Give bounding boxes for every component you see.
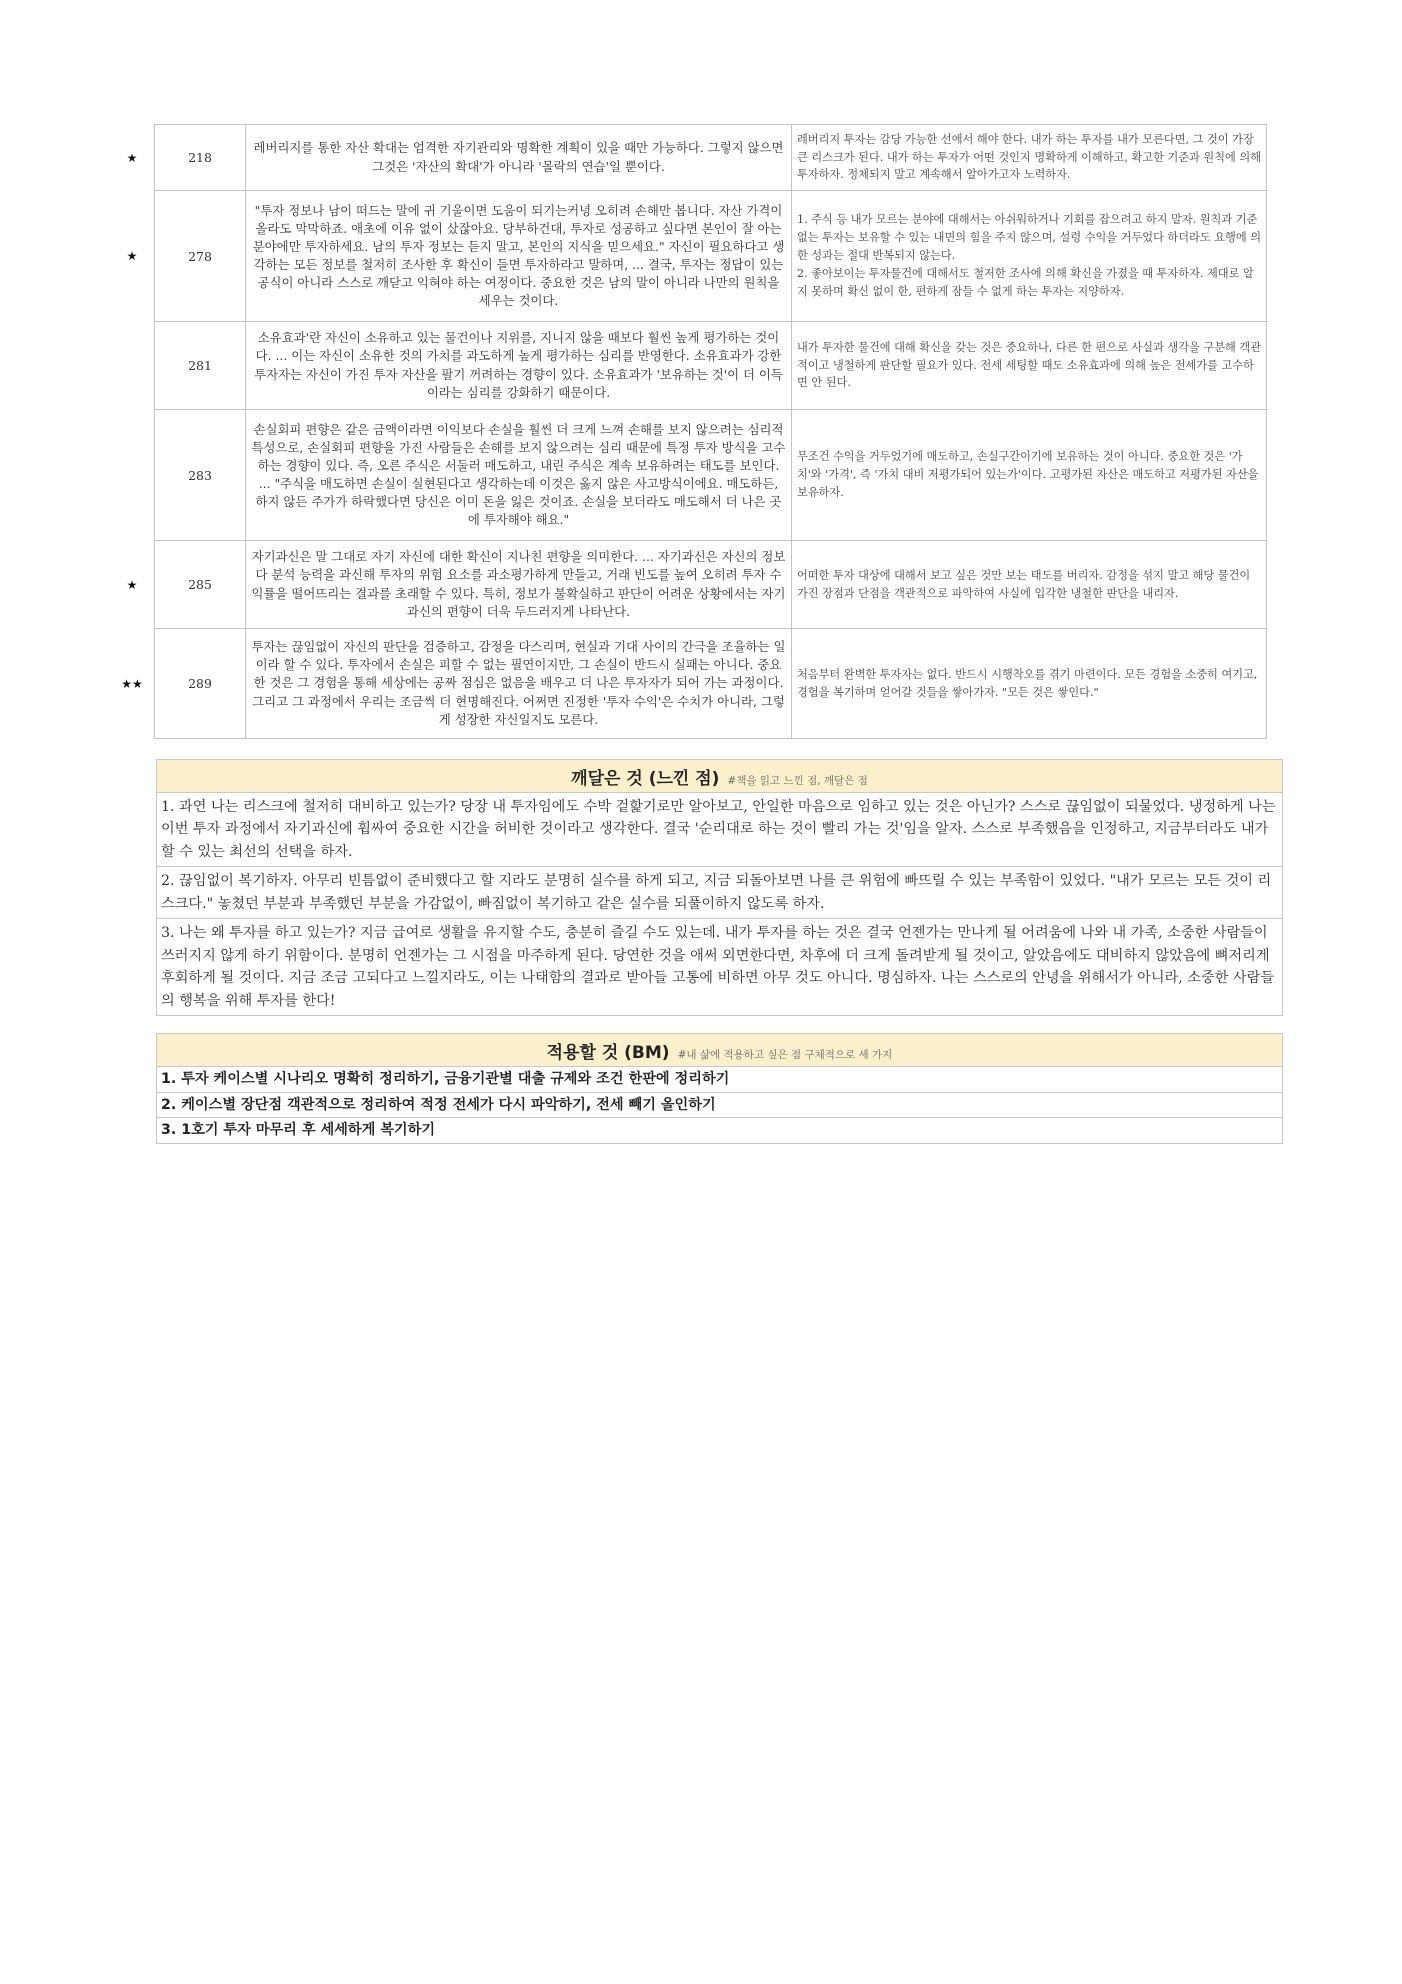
note-text: 내가 투자한 물건에 대해 확신을 갖는 것은 중요하나, 다른 한 편으로 사실과 생각을 구분해 객관적이고 냉철하게 판단할 필요가 있다. 전세 세팅할 때도 소유효과에 의해 높은 전세가를 고수하면 안 된다. — [792, 322, 1267, 410]
list-item: 2. 케이스별 장단점 객관적으로 정리하여 적정 전세가 다시 파악하기, 전세 빼기 올인하기 — [157, 1092, 1283, 1118]
note-text: 1. 주식 등 내가 모르는 분야에 대해서는 아쉬워하거나 기회를 잡으려고 하지 말자. 원칙과 기준 없는 투자는 보유할 수 있는 내면의 힘을 주지 않으며, 설령 수익을 거두었다 하더라도 요행에 의한 성과는 절대 반복되지 않는다. 2. 좋아보이는 투자물건에 대해서도 철저한 조사에 의해 확신을 가졌을 때 투자하자. 제대로 알지 못하며 확신 없이 한, 편하게 잠들 수 없게 하는 투자는 지양하자. — [792, 191, 1267, 322]
section-subtitle: #책을 읽고 느낀 점, 깨달은 점 — [727, 774, 868, 787]
list-item: 3. 나는 왜 투자를 하고 있는가? 지금 급여로 생활을 유지할 수도, 충분히 즐길 수도 있는데. 내가 투자를 하는 것은 결국 언젠가는 만나게 될 어려움에 나와 내 가족, 소중한 사람들이 쓰러지지 않게 하기 위함이다. 분명히 언젠가는 그 시점을 마주하게 된다. 당연한 것을 애써 외면한다면, 차후에 더 크게 돌려받게 될 것이고, 알았음에도 대비하지 않았음에 뼈저리게 후회하게 될 것이다. 지금 조금 고되다고 느낄지라도, 이는 나태함의 결과로 받아들 고통에 비하면 아무 것도 아니다. 명심하자. 나는 스스로의 안녕을 위해서가 아니라, 소중한 사람들의 행복을 위해 투자를 한다! — [157, 919, 1283, 1016]
table-row — [110, 322, 1267, 410]
quote-text: "투자 정보나 남이 떠드는 말에 귀 기울이면 도움이 되기는커녕 오히려 손해만 봅니다. 자산 가격이 올라도 막막하죠. 애초에 이유 없이 샀잖아요. 당부하건대, 투자로 성공하고 싶다면 본인이 잘 아는 분야에만 투자하세요. 남의 투자 정보는 듣지 말고, 본인의 지식을 믿으세요." 자신이 필요하다고 생각하는 모든 정보를 철저히 조사한 후 확신이 들면 투자하라고 말하며, ... 결국, 투자는 정답이 있는 공식이 아니라 스스로 깨닫고 익혀야 하는 여정이다. 중요한 것은 남의 말이 아니라 나만의 원칙을 세우는 것이다. — [246, 191, 792, 322]
star-rating: ★ — [126, 249, 138, 263]
list-item: 2. 끊임없이 복기하자. 아무리 빈틈없이 준비했다고 할 지라도 분명히 실수를 하게 되고, 지금 되돌아보면 나를 큰 위험에 빠뜨릴 수 있는 부족함이 있었다. "내가 모르는 모든 것이 리스크다." 놓쳤던 부분과 부족했던 부분을 가감없이, 빠짐없이 복기하고 같은 실수를 되풀이하지 않도록 하자. — [157, 867, 1283, 919]
section-subtitle: #내 삶에 적용하고 싶은 점 구체적으로 세 가지 — [677, 1048, 893, 1061]
quote-text: 레버리지를 통한 자산 확대는 엄격한 자기관리와 명확한 계획이 있을 때만 가능하다. 그렇지 않으면 그것은 '자산의 확대'가 아니라 '몰락의 연습'일 뿐이다. — [246, 125, 792, 191]
table-row — [110, 125, 1267, 191]
note-text: 무조건 수익을 거두었기에 매도하고, 손실구간이기에 보유하는 것이 아니다. 중요한 것은 '가치'와 '가격', 즉 '가치 대비 저평가되어 있는가'이다. 고평가된 자산은 매도하고 저평가된 자산을 보유하자. — [792, 410, 1267, 541]
apply-section — [156, 1033, 1283, 1144]
list-item: 3. 1호기 투자 마무리 후 세세하게 복기하기 — [157, 1118, 1283, 1144]
table-row — [110, 191, 1267, 322]
section-header — [157, 760, 1283, 793]
star-rating: ★★ — [121, 676, 143, 691]
page-number: 283 — [155, 410, 246, 541]
page-number: 289 — [155, 629, 246, 739]
star-rating — [110, 322, 155, 410]
table-row — [110, 629, 1267, 739]
note-text: 처음부터 완벽한 투자자는 없다. 반드시 시행착오를 겪기 마련이다. 모든 경험을 소중히 여기고, 경험을 복기하며 얻어갈 것들을 쌓아가자. "모든 것은 쌓인다." — [792, 629, 1267, 739]
section-title: 깨달은 것 (느낀 점) — [571, 768, 720, 789]
page-number: 285 — [155, 541, 246, 629]
list-item: 1. 과연 나는 리스크에 철저히 대비하고 있는가? 당장 내 투자임에도 수박 겉핥기로만 알아보고, 안일한 마음으로 임하고 있는 것은 아닌가? 스스로 끊임없이 되물었다. 냉정하게 나는 이번 투자 과정에서 자기과신에 휩싸여 중요한 시간을 허비한 것이라고 생각한다. 결국 '순리대로 하는 것이 빨리 가는 것'임을 알자. 스스로 부족했음을 인정하고, 지금부터라도 내가 할 수 있는 최선의 선택을 하자. — [157, 793, 1283, 867]
page-number: 281 — [155, 322, 246, 410]
table-row — [110, 541, 1267, 629]
section-title: 적용할 것 (BM) — [546, 1042, 670, 1063]
page-number: 218 — [155, 125, 246, 191]
realization-section — [156, 759, 1283, 1016]
star-rating: ★ — [126, 150, 138, 165]
quote-text: 투자는 끊임없이 자신의 판단을 검증하고, 감정을 다스리며, 현실과 기대 사이의 간극을 조율하는 일이라 할 수 있다. 투자에서 손실은 피할 수 없는 필연이지만, 그 손실이 반드시 실패는 아니다. 중요한 것은 그 경험을 통해 세상에는 공짜 점심은 없음을 배우고 더 나은 투자자가 되어 가는 과정이다. 그리고 그 과정에서 우리는 조금씩 더 현명해진다. 어쩌면 진정한 '투자 수익'은 수치가 아니라, 그렇게 성장한 자신일지도 모른다. — [246, 629, 792, 739]
list-item: 1. 투자 케이스별 시나리오 명확히 정리하기, 금융기관별 대출 규제와 조건 한판에 정리하기 — [157, 1067, 1283, 1093]
section-header — [157, 1034, 1283, 1067]
quote-text: 자기과신은 말 그대로 자기 자신에 대한 확신이 지나친 편향을 의미한다. ... 자기과신은 자신의 정보다 분석 능력을 과신해 투자의 위험 요소를 과소평가하게 만들고, 거래 빈도를 높여 오히려 투자 수익률을 떨어뜨리는 결과를 초래할 수 있다. 특히, 정보가 불확실하고 판단이 어려운 상황에서는 자기과신의 편향이 더욱 두드러지게 나타난다. — [246, 541, 792, 629]
star-rating: ★ — [126, 577, 138, 592]
page-number: 278 — [155, 191, 246, 322]
star-rating — [110, 410, 155, 541]
note-text: 어떠한 투자 대상에 대해서 보고 싶은 것만 보는 태도를 버리자. 감정을 섞지 말고 해당 물건이 가진 장점과 단점을 객관적으로 파악하여 사실에 입각한 냉철한 판단을 내리자. — [792, 541, 1267, 629]
quotes-table — [110, 124, 1267, 739]
quote-text: 손실회피 편향은 같은 금액이라면 이익보다 손실을 훨씬 더 크게 느껴 손해를 보지 않으려는 심리적 특성으로, 손실회피 편향을 가진 사람들은 손해를 보지 않으려는 심리 때문에 특정 투자 방식을 고수하는 경향이 있다. 즉, 오른 주식은 서둘러 매도하고, 내린 주식은 계속 보유하려는 태도를 보인다. ... "주식을 매도하면 손실이 실현된다고 생각하는데 이것은 옳지 않은 사고방식이에요. 매도하든, 하지 않든 주가가 하락했다면 당신은 이미 돈을 잃은 것이죠. 손실을 보더라도 매도해서 더 나은 곳에 투자해야 해요." — [246, 410, 792, 541]
table-row — [110, 410, 1267, 541]
note-text: 레버리지 투자는 감당 가능한 선에서 해야 한다. 내가 하는 투자를 내가 모른다면, 그 것이 가장 큰 리스크가 된다. 내가 하는 투자가 어떤 것인지 명확하게 이해하고, 확고한 기준과 원칙에 의해 투자하자. 정체되지 말고 계속해서 알아가고자 노력하자. — [792, 125, 1267, 191]
quote-text: 소유효과'란 자신이 소유하고 있는 물건이나 지위를, 지니지 않을 때보다 훨씬 높게 평가하는 것이다. ... 이는 자신이 소유한 것의 가치를 과도하게 높게 평가하는 심리를 반영한다. 소유효과가 강한 투자자는 자신이 가진 투자 자산을 팔기 꺼려하는 경향이 있다. 소유효과가 '보유하는 것'이 더 이득이라는 심리를 강화하기 때문이다. — [246, 322, 792, 410]
